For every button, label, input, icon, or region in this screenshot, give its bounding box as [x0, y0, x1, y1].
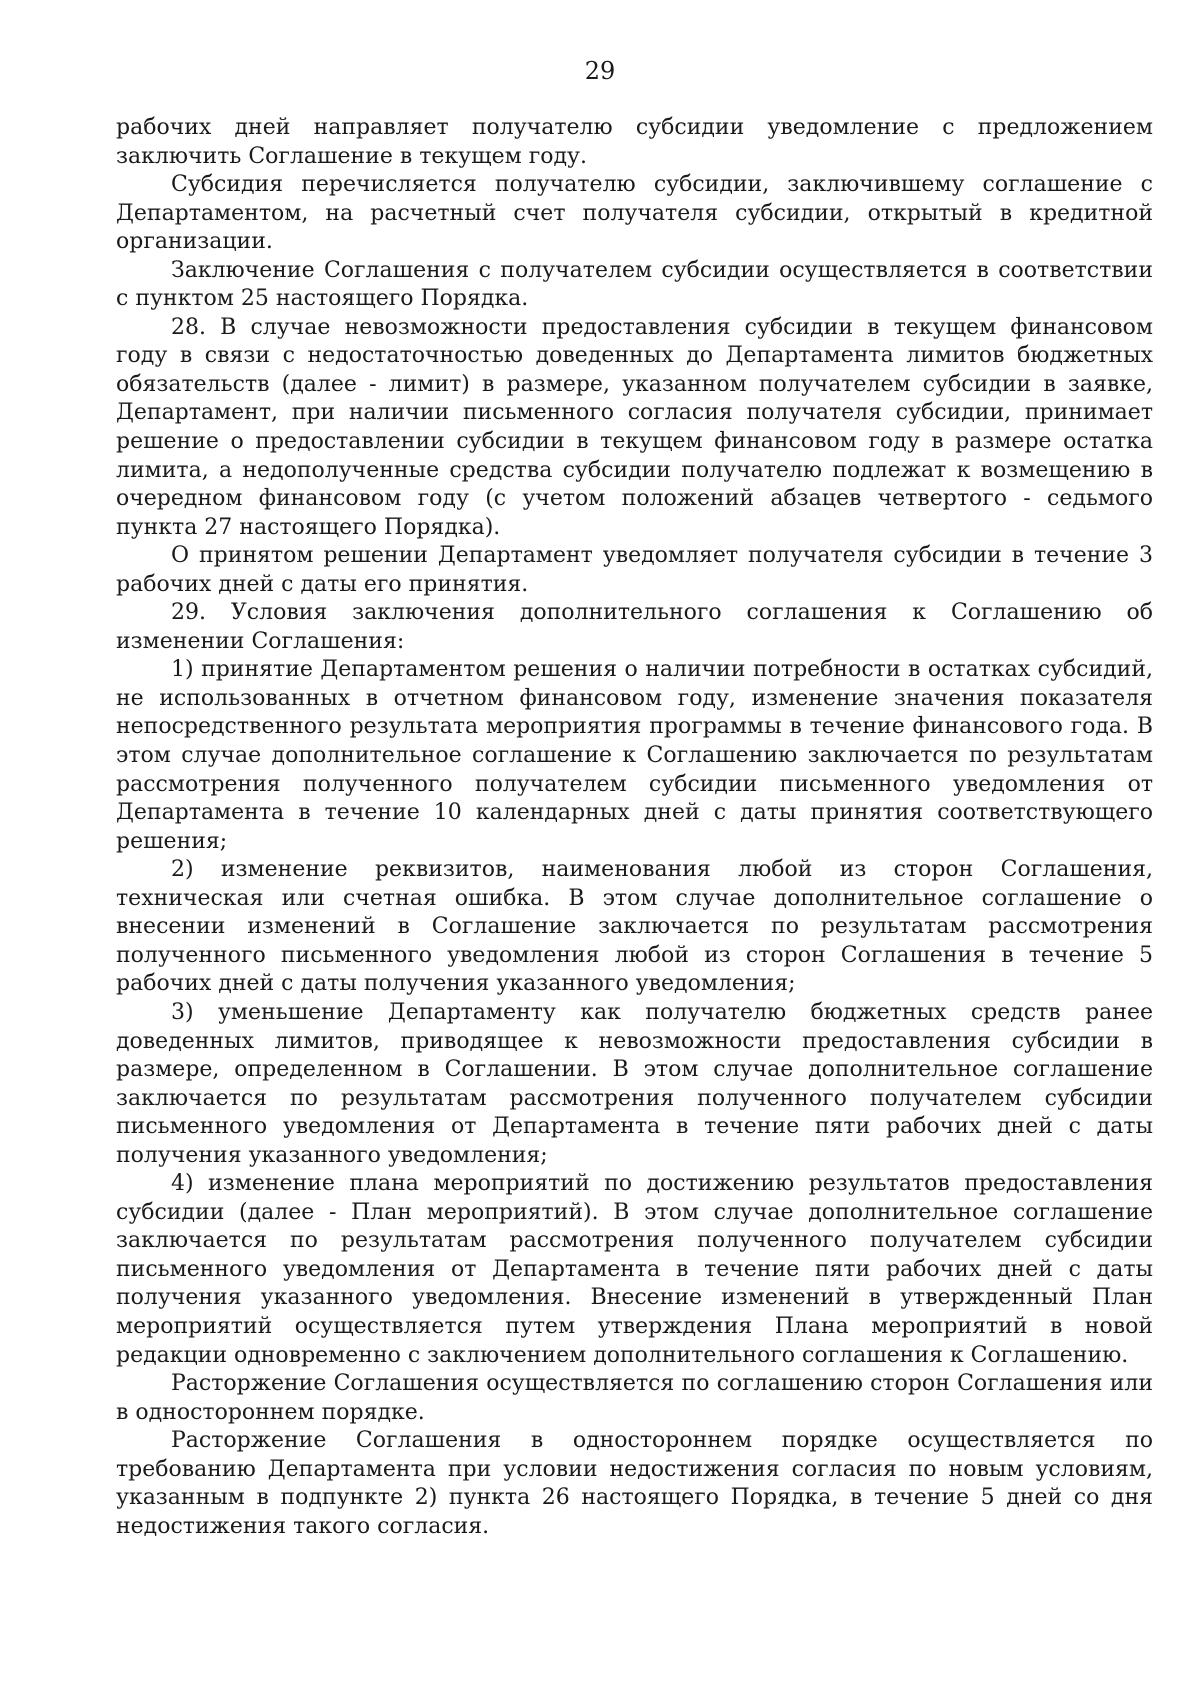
paragraph: О принятом решении Департамент уведомляет получателя субсидии в течение 3 рабочих дней с даты его принятия.	[116, 543, 1153, 597]
paragraph: Заключение Соглашения с получателем субсидии осуществляется в соответствии с пунктом 25 настоящего Порядка.	[116, 257, 1153, 312]
paragraph-subitem-4: 4) изменение плана мероприятий по достижению результатов предоставления субсидии (далее - План мероприятий). В этом случае дополнительное соглашение заключается по результатам рассмотрения полученного получателем субсидии письменного уведомления от Департамента в течение пяти рабочих дней с даты получения указанного уведомления. Внесение изменений в утвержденный План мероприятий осуществляется путем утверждения Плана мероприятий в новой редакции одновременно с заключением дополнительного соглашения к Соглашению.	[116, 1171, 1153, 1368]
paragraph: Расторжение Соглашения в одностороннем порядке осуществляется по требованию Департамента при условии недостижения согласия по новым условиям, указанным в подпункте 2) пункта 26 настоящего Порядка, в течение 5 дней со дня недостижения такого согласия.	[116, 1428, 1153, 1539]
paragraph-item-28: 28. В случае невозможности предоставления субсидии в текущем финансовом году в связи с недостаточностью доведенных до Департамента лимитов бюджетных обязательств (далее - лимит) в размере, указанном получателем субсидии в заявке, Департамент, при наличии письменного согласия получателя субсидии, принимает решение о предоставлении субсидии в текущем финансовом году в размере остатка лимита, а недополученные средства субсидии получателю подлежат к возмещению в очередном финансовом году (с учетом положений абзацев четвертого - седьмого пункта 27 настоящего Порядка).	[116, 314, 1153, 540]
paragraph-subitem-2: 2) изменение реквизитов, наименования любой из сторон Соглашения, техническая или счетная ошибка. В этом случае дополнительное соглашение о внесении изменений в Соглашение заключается по результатам рассмотрения полученного письменного уведомления любой из сторон Соглашения в течение 5 рабочих дней с даты получения указанного уведомления;	[116, 857, 1153, 997]
paragraph-subitem-3: 3) уменьшение Департаменту как получателю бюджетных средств ранее доведенных лимитов, приводящее к невозможности предоставления субсидии в размере, определенном в Соглашении. В этом случае дополнительное соглашение заключается по результатам рассмотрения полученного получателем субсидии письменного уведомления от Департамента в течение пяти рабочих дней с даты получения указанного уведомления;	[116, 999, 1153, 1168]
page-number: 29	[584, 57, 616, 85]
paragraph-subitem-1: 1) принятие Департаментом решения о наличии потребности в остатках субсидий, не использованных в отчетном финансовом году, изменение значения показателя непосредственного результата мероприятия программы в течение финансового года. В этом случае дополнительное соглашение к Соглашению заключается по результатам рассмотрения полученного получателем субсидии письменного уведомления от Департамента в течение 10 календарных дней с даты принятия соответствующего решения;	[116, 657, 1153, 854]
paragraph: Расторжение Соглашения осуществляется по соглашению сторон Соглашения или в одностороннем порядке.	[116, 1371, 1153, 1425]
paragraph: Субсидия перечисляется получателю субсидии, заключившему соглашение с Департаментом, на расчетный счет получателя субсидии, открытый в кредитной организации.	[116, 172, 1153, 255]
paragraph-item-29: 29. Условия заключения дополнительного соглашения к Соглашению об изменении Соглашения:	[116, 600, 1153, 654]
paragraph: рабочих дней направляет получателю субсидии уведомление с предложением заключить Соглашение в текущем году.	[116, 115, 1153, 169]
document-body	[116, 114, 1153, 1541]
